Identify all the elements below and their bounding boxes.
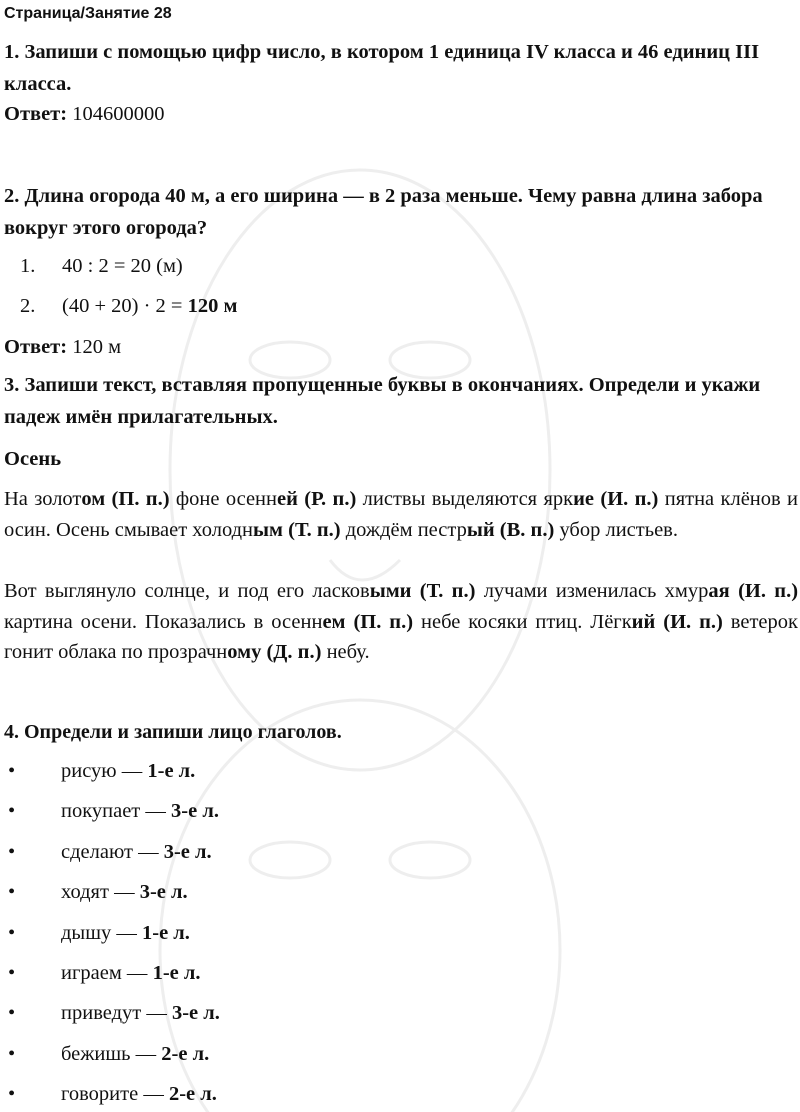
bullet-icon: • — [8, 1083, 16, 1106]
text-run: небе косяки птиц. Лёгк — [413, 610, 632, 633]
bullet-icon: • — [8, 800, 16, 823]
inserted-ending: (Т. п.) — [288, 518, 341, 541]
verb: ходят — — [61, 881, 140, 904]
verb-person: 1-е л. — [147, 760, 196, 782]
verb: дышу — — [61, 921, 142, 944]
step-number: 1. — [20, 255, 36, 277]
verb-person: 2-е л. — [161, 1042, 210, 1065]
inserted-ending: ие — [573, 488, 595, 510]
verb-person: 1-е л. — [152, 962, 201, 984]
answer-1 — [4, 100, 164, 128]
verb-person: 3-е л. — [163, 840, 212, 863]
list-item — [8, 919, 190, 947]
verb: бежишь — — [61, 1042, 162, 1065]
text-run: пятна клёнов и осин. Осень смывает холодн — [4, 488, 799, 541]
answer-value: 120 м — [72, 336, 122, 358]
page-title: Страница/Занятие 28 — [4, 5, 172, 22]
inserted-ending: ом — [81, 488, 106, 510]
inserted-ending: (Р. п.) — [304, 488, 357, 510]
list-item — [8, 1040, 209, 1068]
question-2: 2. Длина огорода 40 м, а его ширина — в 2 раза меньше. Чему равна длина забора вокруг этого огорода? — [4, 185, 763, 239]
text-run: На золот — [4, 488, 82, 510]
list-item — [8, 878, 188, 906]
inserted-ending: ый — [466, 518, 495, 541]
text-paragraph-1 — [4, 484, 798, 545]
verb: играем — — [61, 962, 153, 984]
answer-label: Ответ: — [4, 336, 68, 358]
inserted-ending: (И. п.) — [600, 488, 659, 510]
text-run: лучами изменилась хмур — [475, 580, 709, 602]
text-paragraph-2 — [4, 576, 798, 668]
text-run: картина осени. Показались в осенн — [4, 610, 323, 633]
step-expression: 40 : 2 = 20 (м) — [62, 255, 183, 277]
text-run: листвы выделяются ярк — [356, 488, 574, 510]
question-1: 1. Запиши с помощью цифр число, в котором 1 единица IV класса и 46 единиц III класса. — [4, 41, 760, 95]
verb: покупает — — [61, 800, 172, 823]
bullet-icon: • — [8, 881, 16, 904]
bullet-icon: • — [8, 760, 16, 782]
verb: сделают — — [61, 840, 164, 863]
inserted-ending: ей — [277, 488, 298, 510]
inserted-ending: ыми — [369, 580, 412, 602]
step-result: 120 м — [187, 295, 238, 317]
answer-label: Ответ: — [4, 103, 68, 125]
text-run — [730, 580, 738, 602]
text-run — [411, 580, 419, 602]
text-run: небу. — [321, 641, 370, 663]
verb-person: 3-е л. — [139, 881, 188, 904]
bullet-icon: • — [8, 840, 16, 863]
question-3: 3. Запиши текст, вставляя пропущенные буквы в окончаниях. Определи и укажи падеж имён прилагательных. — [4, 374, 761, 428]
verb: приведут — — [61, 1002, 172, 1025]
inserted-ending: (И. п.) — [738, 580, 799, 602]
text-run: дождём пестр — [340, 518, 467, 541]
inserted-ending: (П. п.) — [353, 610, 414, 633]
list-item — [8, 838, 212, 866]
text-run: убор листьев. — [554, 518, 678, 541]
inserted-ending: (П. п.) — [111, 488, 170, 510]
text-run: фоне осенн — [169, 488, 277, 510]
step-item — [20, 252, 183, 280]
verb-person: 3-е л. — [171, 1002, 220, 1025]
list-item — [8, 797, 219, 825]
list-item — [8, 999, 220, 1027]
answer-value: 104600000 — [72, 103, 165, 125]
list-item — [8, 1080, 217, 1108]
text-run: Вот выглянуло солнце, и под его ласков — [4, 580, 370, 602]
inserted-ending: ому — [227, 641, 262, 663]
inserted-ending: (И. п.) — [663, 610, 723, 633]
question-4: 4. Определи и запиши лицо глаголов. — [4, 721, 342, 743]
inserted-ending: ая — [708, 580, 730, 602]
verb: рисую — — [61, 760, 148, 782]
inserted-ending: (Т. п.) — [419, 580, 476, 602]
verb-person: 3-е л. — [171, 800, 219, 823]
verb-person: 2-е л. — [168, 1083, 217, 1106]
inserted-ending: ым — [253, 518, 284, 541]
list-item — [8, 757, 195, 785]
verb-person: 1-е л. — [142, 921, 190, 944]
text-title: Осень — [4, 448, 62, 470]
inserted-ending: (В. п.) — [499, 518, 555, 541]
step-number: 2. — [20, 295, 36, 317]
bullet-icon: • — [8, 1002, 16, 1025]
inserted-ending: (Д. п.) — [266, 641, 322, 663]
bullet-icon: • — [8, 962, 16, 984]
bullet-icon: • — [8, 921, 16, 944]
step-expression: (40 + 20) · 2 = — [62, 295, 188, 317]
inserted-ending: ем — [322, 610, 346, 633]
list-item — [8, 959, 201, 987]
step-item — [20, 292, 237, 320]
inserted-ending: ий — [631, 610, 656, 633]
verb: говорите — — [61, 1083, 169, 1106]
text-run: ветерок гонит облака по прозрачн — [4, 610, 798, 663]
answer-2 — [4, 333, 121, 361]
bullet-icon: • — [8, 1042, 16, 1065]
